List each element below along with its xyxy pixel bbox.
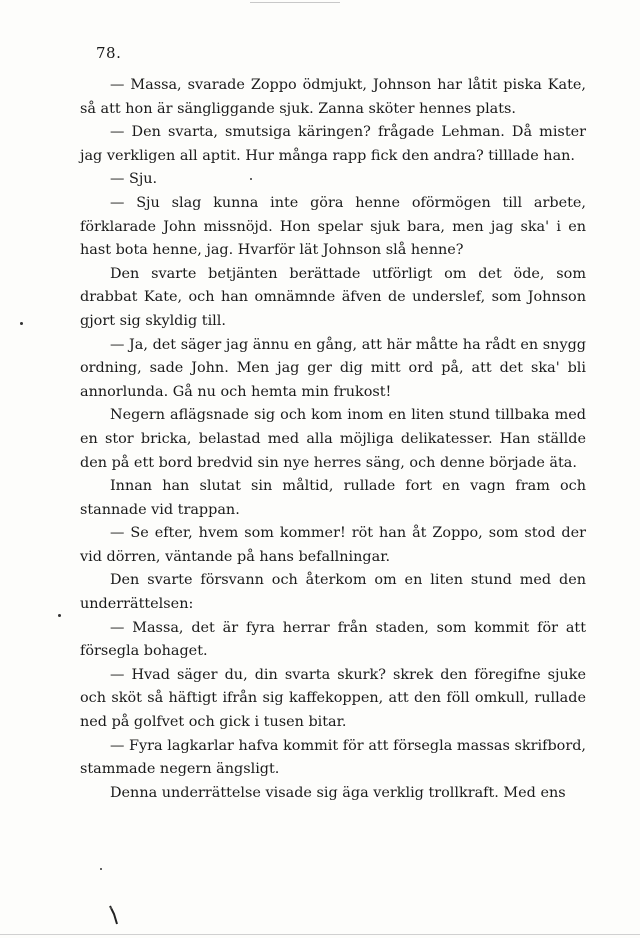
ink-mark <box>108 904 120 926</box>
top-edge-line <box>250 2 340 3</box>
paragraph: — Massa, det är fyra herrar från staden, som kommit för att försegla bohaget. <box>80 619 586 660</box>
body-text <box>80 74 586 805</box>
paragraph: Negern aflägsnade sig och kom inom en liten stund tillbaka med en stor bricka, belastad med alla möjliga delikatesser. Han ställde den på ett bord bredvid sin nye herres säng, och denne började äta. <box>80 407 586 471</box>
paragraph: — Se efter, hvem som kommer! röt han åt Zoppo, som stod der vid dörren, väntande på hans befallningar. <box>80 525 586 565</box>
paragraph: Innan han slutat sin måltid, rullade fort en vagn fram och stannade vid trappan. <box>80 478 586 518</box>
paragraph: Den svarte försvann och återkom om en liten stund med den underrättelsen: <box>80 572 586 613</box>
paragraph: — Hvad säger du, din svarta skurk? skrek den föregifne sjuke och sköt så häftigt ifrån sig kaffekoppen, att den föll omkull, rullade ned på golfvet och gick i tusen bitar. <box>80 666 586 731</box>
scan-speck <box>250 178 252 180</box>
paragraph: — Sju slag kunna inte göra henne oförmögen till arbete, förklarade John missnöjd. Hon spelar sjuk bara, men jag ska' i en hast bota henne, jag. Hvarför lät Johnson slå henne? <box>80 194 586 259</box>
bottom-edge-line <box>0 934 640 935</box>
paragraph: Denna underrättelse visade sig äga verklig trollkraft. Med ens <box>110 784 566 801</box>
paragraph: — Den svarta, smutsiga käringen? frågade Lehman. Då mister jag verkligen all aptit. Hur många rapp fick den andra? tilllade han. <box>80 124 586 164</box>
scan-speck <box>100 868 102 870</box>
scan-speck <box>20 322 23 325</box>
paragraph: — Sju. <box>110 171 158 188</box>
paragraph: — Ja, det säger jag ännu en gång, att här måtte ha rådt en snygg ordning, sade John. Men jag ger dig mitt ord på, att det ska' bli annorlunda. Gå nu och hemta min frukost! <box>80 336 586 400</box>
paragraph: Den svarte betjänten berättade utförligt om det öde, som drabbat Kate, och han omnämnde äfven de underslef, som Johnson gjort sig skyldig till. <box>80 265 586 329</box>
paragraph: — Fyra lagkarlar hafva kommit för att försegla massas skrifbord, stammade negern ängsligt. <box>80 737 586 778</box>
scan-speck <box>58 614 61 617</box>
page-number: 78. <box>96 44 122 62</box>
paragraph: — Massa, svarade Zoppo ödmjukt, Johnson har låtit piska Kate, så att hon är sängliggande sjuk. Zanna sköter hennes plats. <box>80 77 586 117</box>
